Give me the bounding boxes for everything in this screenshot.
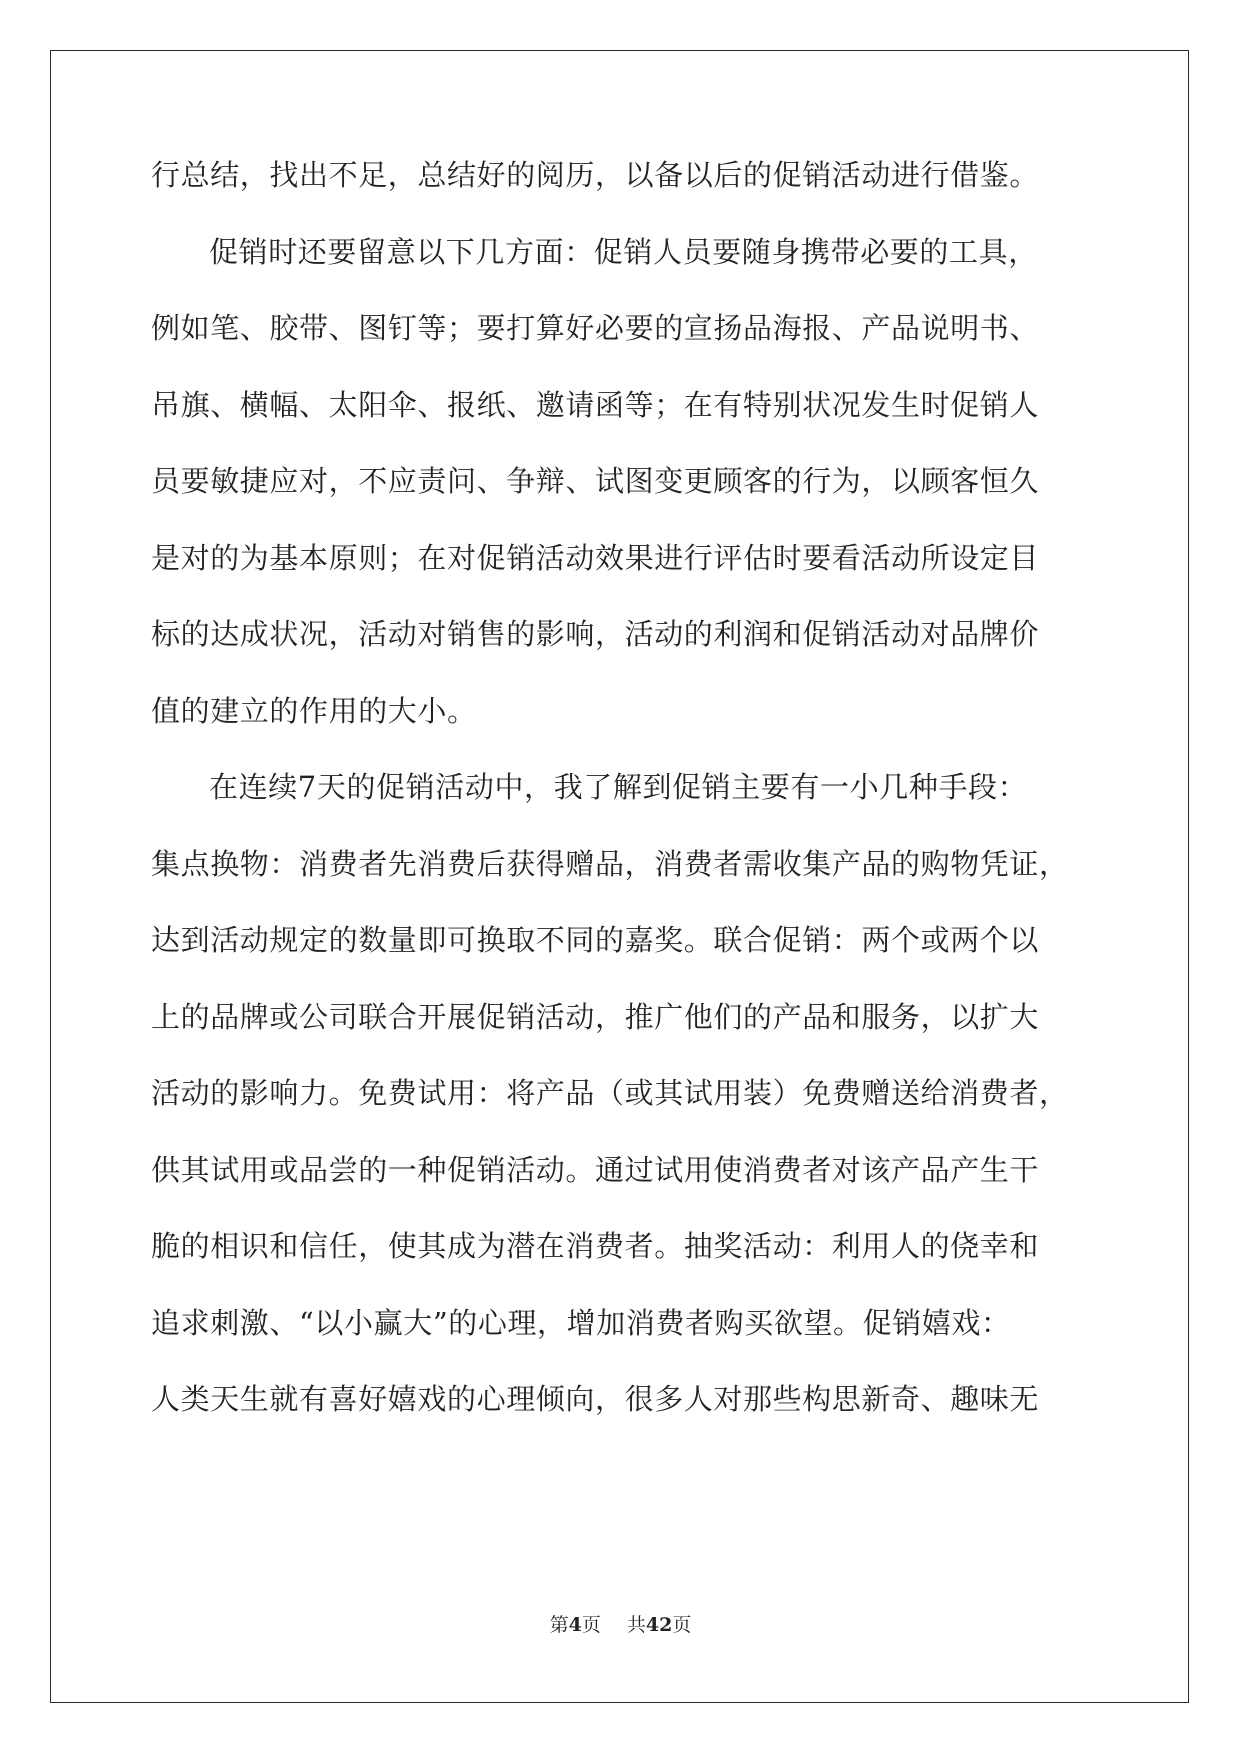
text-line: 例如笔、胶带、图钉等；要打算好必要的宣扬品海报、产品说明书、 <box>151 311 1040 345</box>
text-line: 达到活动规定的数量即可换取不同的嘉奖。联合促销：两个或两个以 <box>151 923 1040 957</box>
page-prefix: 第 <box>549 1614 569 1636</box>
text-line: 追求刺激、“以小赢大”的心理，增加消费者购买欲望。促销嬉戏： <box>151 1305 1011 1340</box>
text-line: 行总结，找出不足，总结好的阅历，以备以后的促销活动进行借鉴。 <box>151 158 1040 192</box>
text-line: 人类天生就有喜好嬉戏的心理倾向，很多人对那些构思新奇、趣味无 <box>151 1382 1040 1416</box>
text-line: 员要敏捷应对，不应责问、争辩、试图变更顾客的行为，以顾客恒久 <box>151 464 1040 498</box>
text-line: 集点换物：消费者先消费后获得赠品，消费者需收集产品的购物凭证， <box>151 846 1069 881</box>
text-line: 是对的为基本原则；在对促销活动效果进行评估时要看活动所设定目 <box>151 540 1040 575</box>
text-line: 值的建立的作用的大小。 <box>151 693 477 728</box>
text-line: 活动的影响力。免费试用：将产品（或其试用装）免费赠送给消费者， <box>151 1076 1069 1110</box>
page-footer <box>0 1610 1241 1637</box>
text-line: 促销时还要留意以下几方面：促销人员要随身携带必要的工具， <box>209 234 1038 269</box>
document-body <box>151 160 1091 1461</box>
text-line: 标的达成状况，活动对销售的影响，活动的利润和促销活动对品牌价 <box>151 617 1040 651</box>
text-line: 脆的相识和信任，使其成为潜在消费者。抽奖活动：利用人的侥幸和 <box>151 1229 1040 1263</box>
text-line: 在连续7天的促销活动中，我了解到促销主要有一小几种手段： <box>209 770 1028 804</box>
total-suffix: 页 <box>672 1614 692 1636</box>
total-pages: 42 <box>645 1614 673 1636</box>
page-suffix: 页 <box>581 1614 601 1636</box>
page-number: 4 <box>568 1614 582 1636</box>
total-prefix: 共 <box>626 1614 646 1636</box>
text-line: 上的品牌或公司联合开展促销活动，推广他们的产品和服务，以扩大 <box>151 999 1040 1034</box>
text-line: 吊旗、横幅、太阳伞、报纸、邀请函等；在有特别状况发生时促销人 <box>151 387 1040 422</box>
text-line: 供其试用或品尝的一种促销活动。通过试用使消费者对该产品产生干 <box>151 1152 1040 1187</box>
